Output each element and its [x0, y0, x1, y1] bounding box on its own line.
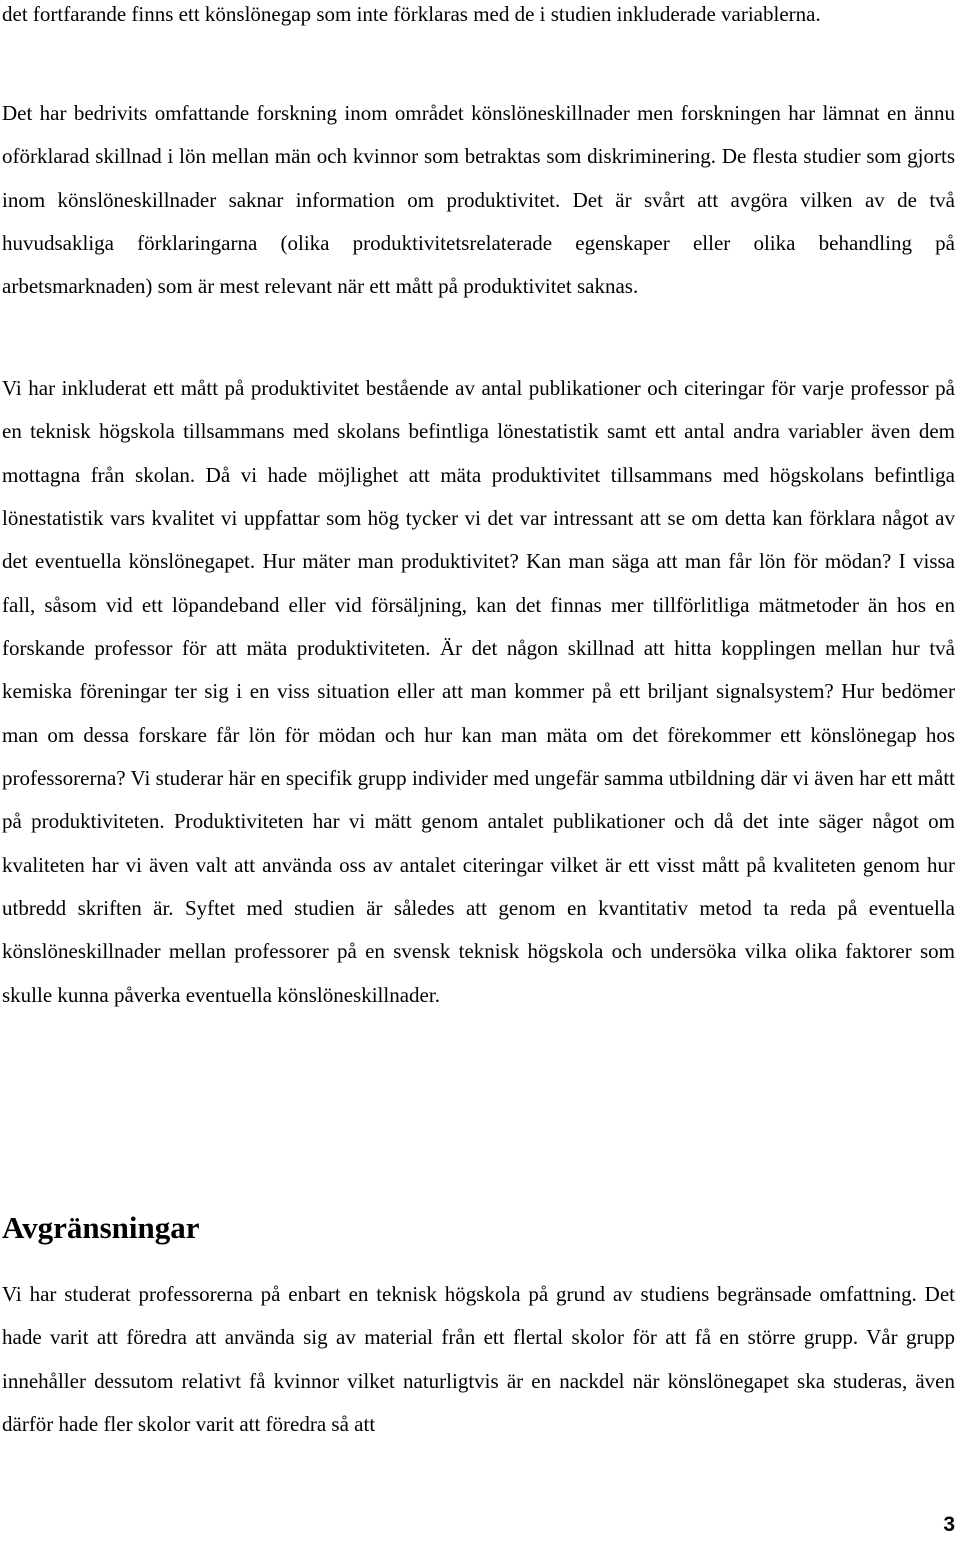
section-paragraph: Vi har studerat professorerna på enbart en teknisk högskola på grund av studiens begränsade omfattning. Det hade varit att föredra att använda sig av material från ett flertal skolor för att få en större grupp. Vår grupp innehåller dessutom relativt få kvinnor vilket naturligtvis är en nackdel när könslönegapet ska studeras, även därför hade fler skolor varit att föredra så att: [2, 1282, 955, 1437]
section-heading: Avgränsningar: [2, 1210, 200, 1245]
body-paragraph: Vi har inkluderat ett mått på produktivitet bestående av antal publikationer och citeringar för varje professor på en teknisk högskola tillsammans med skolans befintliga lönestatistik samt ett antal andra variabler även dem mottagna från skolan. Då vi hade möjlighet att mäta produktivitet tillsammans med högskolans befintliga lönestatistik vars kvalitet vi uppfattar som hög tycker vi det var intressant att se om detta kan förklara något av det eventuella könslönegapet. Hur mäter man produktivitet? Kan man säga att man får lön för mödan? I vissa fall, såsom vid ett löpandeband eller vid försäljning, kan det finnas mer tillförlitliga mätmetoder än hos en forskande professor för att mäta produktiviteten. Är det någon skillnad att hitta kopplingen mellan hur två kemiska föreningar ter sig i en viss situation eller att man kommer på ett briljant signalsystem? Hur bedömer man om dessa forskare får lön för mödan och hur kan man mäta om det förekommer ett könslönegap hos professorerna? Vi studerar här en specifik grupp individer med ungefär samma utbildning där vi även har ett mått på produktiviteten. Produktiviteten har vi mätt genom antalet publikationer och då det inte säger något om kvaliteten har vi även valt att använda oss av antalet citeringar vilket är ett visst mått på kvaliteten genom hur utbredd skriften är. Syftet med studien är således att genom en kvantitativ metod ta reda på eventuella könslöneskillnader mellan professorer på en svensk teknisk högskola och undersöka vilka olika faktorer som skulle kunna påverka eventuella könslöneskillnader.: [2, 376, 955, 1007]
body-paragraph: Det har bedrivits omfattande forskning inom området könslöneskillnader men forskningen har lämnat en ännu oförklarad skillnad i lön mellan män och kvinnor som betraktas som diskriminering. De flesta studier som gjorts inom könslöneskillnader saknar information om produktivitet. Det är svårt att avgöra vilken av de två huvudsakliga förklaringarna (olika produktivitetsrelaterade egenskaper eller olika behandling på arbetsmarknaden) som är mest relevant när ett mått på produktivitet saknas.: [2, 101, 955, 299]
page-number: 3: [943, 1513, 955, 1536]
body-paragraph: det fortfarande finns ett könslönegap som inte förklaras med de i studien inkluderade variablerna.: [2, 2, 821, 26]
